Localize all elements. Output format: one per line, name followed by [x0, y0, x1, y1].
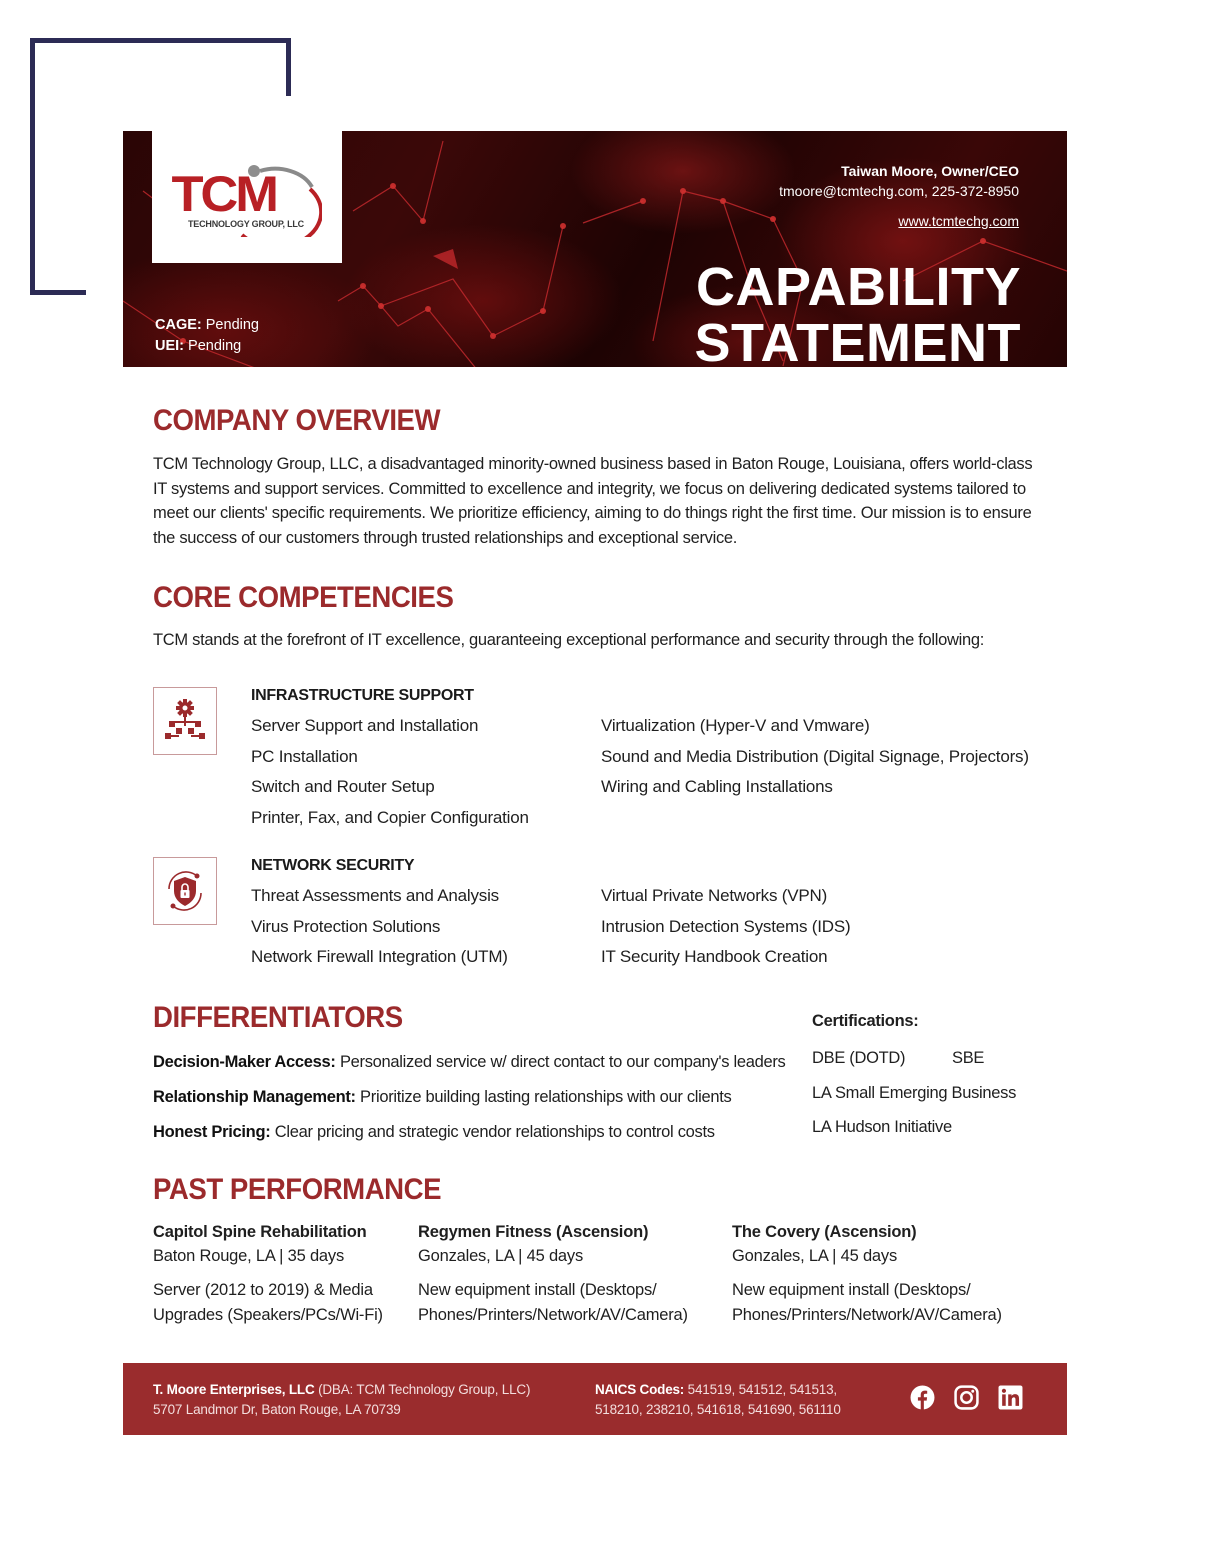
infrastructure-list-right: [601, 711, 1029, 803]
list-item: Switch and Router Setup: [251, 777, 435, 796]
list-item: Relationship Management: Prioritize building lasting relationships with our clients: [153, 1088, 732, 1106]
infrastructure-list-left: [251, 711, 529, 833]
project-description: Server (2012 to 2019) & Media Upgrades (Speakers/PCs/Wi-Fi): [153, 1281, 383, 1324]
footer-company-name: T. Moore Enterprises, LLC: [153, 1382, 315, 1397]
cert-item: LA Small Emerging Business: [812, 1083, 1017, 1102]
project-client: Regymen Fitness (Ascension): [418, 1223, 649, 1241]
contact-name: Taiwan Moore, Owner/CEO: [841, 163, 1019, 179]
contact-block: [779, 161, 1019, 231]
project-location: Gonzales, LA | 45 days: [732, 1247, 897, 1265]
cert-item: SBE: [952, 1049, 985, 1067]
past-performance-heading: PAST PERFORMANCE: [153, 1173, 442, 1206]
list-item: IT Security Handbook Creation: [601, 947, 828, 966]
project-description: New equipment install (Desktops/ Phones/Printers/Network/AV/Camera): [732, 1281, 1002, 1324]
linkedin-icon[interactable]: [998, 1385, 1023, 1410]
footer-bar: [123, 1363, 1067, 1435]
social-links: [910, 1385, 1023, 1410]
list-item: Server Support and Installation: [251, 716, 479, 735]
overview-text: TCM Technology Group, LLC, a disadvantaged minority-owned business based in Baton Rouge, Louisiana, offers world-class IT systems and support services. Committed to excellence and integrity, we focus on delivering dedicated systems tailored to meet our clients' specific requirements. We prioritize efficiency, aiming to do things right the first time. Our mission is to ensure the success of our customers through trusted relationships and exceptional service.: [153, 455, 1033, 547]
website-link[interactable]: www.tcmtechg.com: [898, 213, 1019, 229]
list-item: Honest Pricing: Clear pricing and strategic vendor relationships to control costs: [153, 1123, 715, 1141]
list-item: Wiring and Cabling Installations: [601, 777, 833, 796]
footer-dba: (DBA: TCM Technology Group, LLC): [314, 1382, 531, 1397]
uei-code: UEI: Pending: [155, 338, 242, 354]
competency-title-infrastructure: INFRASTRUCTURE SUPPORT: [251, 687, 474, 704]
project-location: Gonzales, LA | 45 days: [418, 1247, 583, 1265]
list-item: Sound and Media Distribution (Digital Signage, Projectors): [601, 746, 1029, 766]
page-title: CAPABILITY STATEMENT: [694, 257, 1021, 367]
list-item: Decision-Maker Access: Personalized service w/ direct contact to our company's leaders: [153, 1053, 786, 1071]
footer-naics: NAICS Codes: 541519, 541512, 541513, 518210, 238210, 541618, 541690, 561110: [595, 1382, 841, 1417]
list-item: Network Firewall Integration (UTM): [251, 947, 508, 966]
list-item: Intrusion Detection Systems (IDS): [601, 916, 851, 936]
competencies-heading: CORE COMPETENCIES: [153, 581, 454, 614]
project-card: [418, 1220, 688, 1327]
security-list-left: [251, 881, 508, 973]
cert-item: DBE (DOTD): [812, 1049, 906, 1067]
logo-subtitle: TECHNOLOGY GROUP, LLC: [188, 219, 304, 229]
project-card: [153, 1220, 383, 1327]
list-item: Printer, Fax, and Copier Configuration: [251, 807, 529, 827]
project-client: The Covery (Ascension): [732, 1223, 917, 1241]
list-item: Virus Protection Solutions: [251, 916, 441, 936]
list-item: Virtual Private Networks (VPN): [601, 886, 828, 905]
project-description: New equipment install (Desktops/ Phones/Printers/Network/AV/Camera): [418, 1281, 688, 1324]
company-logo: [152, 131, 342, 263]
registration-ids: [155, 315, 259, 357]
shield-lock-icon: [153, 857, 217, 925]
list-item: Virtualization (Hyper-V and Vmware): [601, 716, 870, 735]
naics-label: NAICS Codes:: [595, 1382, 685, 1397]
network-gear-icon: [153, 687, 217, 755]
cage-code: CAGE: Pending: [155, 317, 259, 333]
certifications-block: [812, 1012, 1016, 1145]
contact-email-phone[interactable]: tmoore@tcmtechg.com, 225-372-8950: [779, 183, 1019, 199]
differentiators-list: [153, 1045, 786, 1150]
overview-heading: COMPANY OVERVIEW: [153, 404, 441, 437]
differentiators-heading: DIFFERENTIATORS: [153, 1001, 403, 1034]
competencies-intro: TCM stands at the forefront of IT excellence, guaranteeing exceptional performance and security through the following:: [153, 631, 985, 649]
certifications-heading: Certifications:: [812, 1012, 919, 1030]
logo-wordmark: TCM: [171, 166, 276, 222]
footer-address: 5707 Landmor Dr, Baton Rouge, LA 70739: [153, 1402, 401, 1417]
project-card: [732, 1220, 1002, 1327]
project-client: Capitol Spine Rehabilitation: [153, 1223, 367, 1241]
instagram-icon[interactable]: [954, 1385, 979, 1410]
facebook-icon[interactable]: [910, 1385, 935, 1410]
list-item: Threat Assessments and Analysis: [251, 886, 499, 905]
project-location: Baton Rouge, LA | 35 days: [153, 1247, 345, 1265]
cert-item: LA Hudson Initiative: [812, 1118, 952, 1136]
security-list-right: [601, 881, 850, 973]
competency-title-security: NETWORK SECURITY: [251, 857, 415, 874]
list-item: PC Installation: [251, 746, 358, 766]
footer-company-info: [153, 1380, 530, 1420]
hero-banner: [123, 131, 1067, 367]
